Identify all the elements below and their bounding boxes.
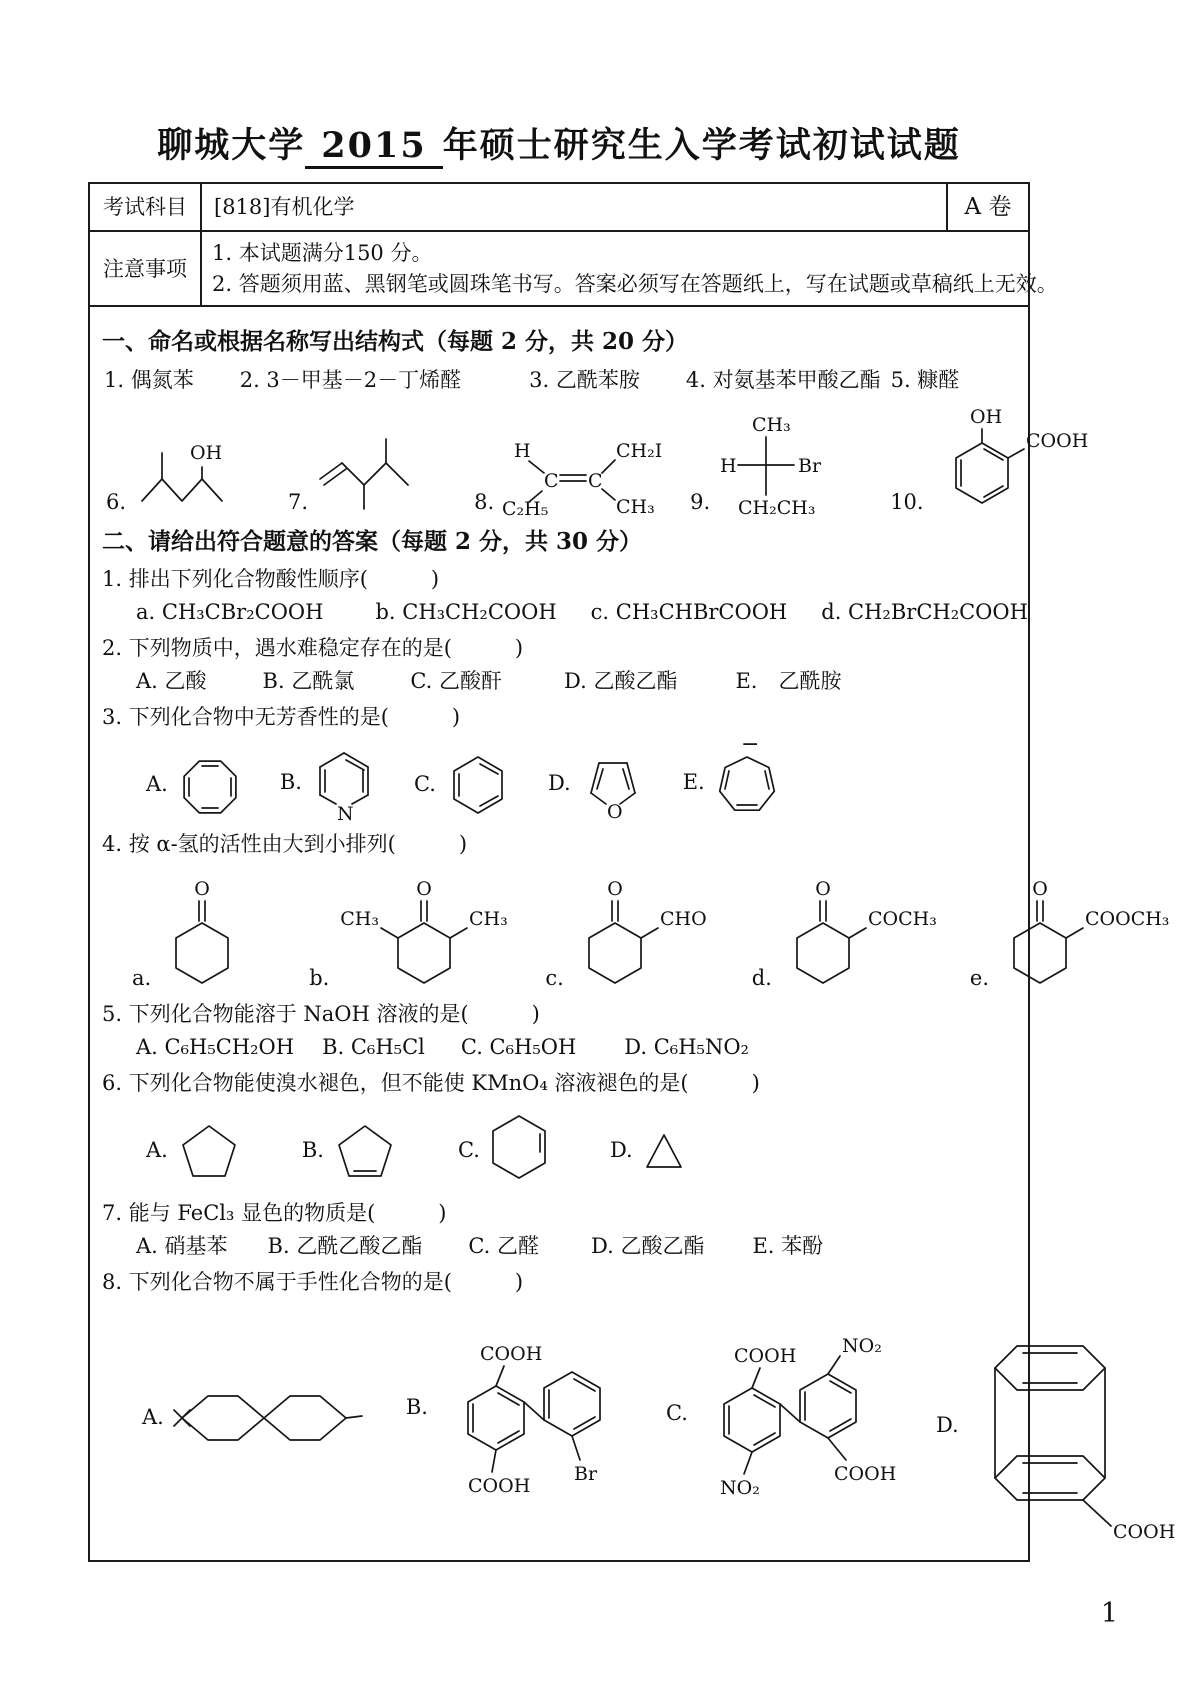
q1-option-d: d. CH₂BrCH₂COOH <box>821 599 1028 624</box>
q1-options <box>136 597 1028 627</box>
q4d-o-label: O <box>815 878 831 901</box>
q3-label-e: E. <box>682 770 705 795</box>
q3-label-b: B. <box>279 770 302 795</box>
q1-option-c: c. CH₃CHBrCOOH <box>590 599 788 624</box>
title-prefix: 聊城大学 <box>157 125 306 166</box>
q5-option-c: C. C₆H₅OH <box>460 1034 577 1059</box>
q5-stem: 5. 下列化合物能溶于 NaOH 溶液的是( ) <box>102 1002 540 1027</box>
q4-label-c: c. <box>545 965 564 990</box>
subject-value: [818]有机化学 <box>214 195 355 219</box>
q4-stem: 4. 按 α-氢的活性由大到小排列( ) <box>102 831 468 856</box>
q4e-o-label: O <box>1032 878 1048 901</box>
q6-label-c: C. <box>457 1138 480 1163</box>
q8-structures-row <box>142 1308 1175 1544</box>
cyclopropane-ring <box>639 1127 689 1173</box>
q3-label-d: D. <box>547 771 571 796</box>
q6-label-b: B. <box>301 1138 324 1163</box>
q3-structure-E <box>682 731 783 823</box>
q2-options <box>136 666 1014 696</box>
structure9-number: 9. <box>690 489 711 514</box>
naming-item-1: 1. 偶氮苯 <box>104 367 194 392</box>
q7-option-e: E. 苯酚 <box>752 1233 824 1258</box>
structure6-number: 6. <box>106 489 127 514</box>
cyclohexanone <box>157 871 249 993</box>
structure8-h-label: H <box>514 440 531 463</box>
structure9-h-label: H <box>720 455 737 478</box>
q4-structure-e <box>970 871 1175 993</box>
q5-option-d: D. C₆H₅NO₂ <box>624 1034 749 1059</box>
cyclohexene-ring <box>486 1108 552 1192</box>
furan-o-label: O <box>606 800 623 823</box>
notes-row <box>90 232 1058 307</box>
formylcyclohexanone <box>570 871 718 993</box>
furan-ring <box>577 745 649 823</box>
q4-label-b: b. <box>309 965 330 990</box>
page-title <box>88 118 1030 168</box>
notes-label: 注意事项 <box>90 232 202 305</box>
q8c-cooh-bottom-label: COOH <box>833 1462 897 1485</box>
q4a-o-label: O <box>194 878 210 901</box>
q2-stem: 2. 下列物质中，遇水难稳定存在的是( ) <box>102 636 524 661</box>
title-suffix: 年硕士研究生入学考试初试试题 <box>442 125 961 166</box>
q4-structure-c <box>545 871 717 993</box>
q4b-ch3-right-label: CH₃ <box>469 908 509 931</box>
dinitro-biphenyl-dicarboxylic <box>694 1308 906 1520</box>
q2-option-b: B. 乙酰氯 <box>262 668 355 693</box>
cyclooctatetraene-ring <box>174 747 246 823</box>
q4c-cho-label: CHO <box>659 908 707 931</box>
structure-7-pentene-skeletal <box>316 431 416 517</box>
paper-version-badge: A 卷 <box>946 184 1028 230</box>
q5-option-a: A. C₆H₅CH₂OH <box>136 1034 295 1059</box>
pyridine-n-label: N <box>336 802 354 825</box>
q2-option-e: E. 乙酰胺 <box>735 668 842 693</box>
structure10-number: 10. <box>890 489 924 514</box>
q1-stem: 1. 排出下列化合物酸性顺序( ) <box>102 567 440 592</box>
naming-item-2: 2. 3－甲基－2－丁烯醛 <box>239 367 462 392</box>
q3-structure-A <box>146 747 246 823</box>
structure-6-pentanol-skeletal <box>134 439 240 517</box>
structure8-c2h5-label: C₂H₅ <box>502 498 549 521</box>
structure6-oh-label: OH <box>190 442 223 465</box>
page-number: 1 <box>1100 1598 1118 1629</box>
structure8-ch2i-label: CH₂I <box>616 440 663 463</box>
dimethylspiroundecane <box>170 1368 366 1468</box>
q7-option-c: C. 乙醛 <box>468 1233 539 1258</box>
q8-structure-D <box>936 1308 1175 1544</box>
section2-heading: 二、请给出符合题意的答案（每题 2 分，共 30 分） <box>102 528 643 556</box>
q5-options <box>136 1032 1014 1062</box>
q8-label-b: B. <box>405 1395 428 1420</box>
structure8-c-left: C <box>544 470 559 493</box>
q7-option-b: B. 乙酰乙酸乙酯 <box>267 1233 423 1258</box>
structure7-number: 7. <box>288 489 309 514</box>
q3-structure-C <box>414 747 514 823</box>
q8-structure-C <box>666 1308 906 1520</box>
biphenyl-dicarboxylic-bromo <box>434 1308 642 1508</box>
section1-heading: 一、命名或根据名称写出结构式（每题 2 分，共 20 分） <box>102 328 689 356</box>
q4-structures-row <box>132 871 1170 993</box>
q4b-o-label: O <box>416 878 433 901</box>
q6-structure-D <box>610 1127 689 1173</box>
q8-label-c: C. <box>665 1401 688 1426</box>
structure10-oh-label: OH <box>969 406 1002 429</box>
q5-option-b: B. C₆H₅Cl <box>322 1034 425 1059</box>
q4d-coch3-label: COCH₃ <box>867 908 937 931</box>
carbomethoxycyclohexanone <box>995 871 1175 993</box>
paracyclophane-carboxylic <box>965 1308 1175 1544</box>
naming-item-5: 5. 糠醛 <box>890 367 960 392</box>
structure-9-bromobutane-projection <box>718 414 830 520</box>
q8c-cooh-top-label: COOH <box>733 1344 797 1367</box>
q2-option-a: A. 乙酸 <box>136 668 207 693</box>
q8d-cooh-label: COOH <box>1112 1520 1175 1543</box>
subject-row <box>90 184 1028 232</box>
q7-option-a: A. 硝基苯 <box>136 1233 228 1258</box>
q3-stem: 3. 下列化合物中无芳香性的是( ) <box>102 705 461 730</box>
q7-stem: 7. 能与 FeCl₃ 显色的物质是( ) <box>102 1201 447 1226</box>
structure8-number: 8. <box>474 489 495 514</box>
anion-minus-sign: − <box>740 731 760 757</box>
naming-item-3: 3. 乙酰苯胺 <box>529 367 640 392</box>
structure9-ch3-label: CH₃ <box>752 414 791 437</box>
q3-structure-B <box>280 743 380 823</box>
q4-structure-b <box>309 871 519 993</box>
naming-item-4: 4. 对氨基苯甲酸乙酯 <box>685 367 881 392</box>
section1-structures-row <box>106 406 1088 521</box>
pyridine-ring <box>308 743 380 823</box>
cycloheptatrienyl-anion-ring <box>711 731 783 823</box>
structure-8-alkene-EZ <box>502 429 663 521</box>
q6-structure-B <box>302 1116 400 1184</box>
q8-stem: 8. 下列化合物不属于手性化合物的是( ) <box>102 1270 524 1295</box>
q4-label-e: e. <box>969 965 989 990</box>
q3-label-a: A. <box>146 772 168 797</box>
q4-label-d: d. <box>751 965 772 990</box>
cyclopentane-ring <box>174 1116 244 1184</box>
section1-naming-items <box>104 365 1014 395</box>
exam-sheet-frame <box>88 182 1175 1562</box>
q8-structure-B <box>406 1308 642 1508</box>
q8-label-d: D. <box>935 1413 959 1438</box>
q1-option-b: b. CH₃CH₂COOH <box>375 599 557 624</box>
q4b-ch3-left-label: CH₃ <box>340 908 380 931</box>
q7-options <box>136 1231 1014 1261</box>
q3-label-c: C. <box>413 772 436 797</box>
q8c-no2-bottom-label: NO₂ <box>719 1476 760 1499</box>
q6-structure-A <box>146 1116 244 1184</box>
q7-option-d: D. 乙酸乙酯 <box>591 1233 705 1258</box>
cyclopentene-ring <box>330 1116 400 1184</box>
title-year-underlined: 2015 <box>305 125 442 169</box>
q4-label-a: a. <box>132 965 152 990</box>
q6-stem: 6. 下列化合物能使溴水褪色，但不能使 KMnO₄ 溶液褪色的是( ) <box>102 1070 760 1095</box>
structure-10-salicylic-acid <box>932 406 1088 517</box>
q6-label-d: D. <box>609 1138 633 1163</box>
q6-label-a: A. <box>146 1138 168 1163</box>
q4c-o-label: O <box>606 878 623 901</box>
structure9-br-label: Br <box>798 455 822 478</box>
q4e-cooch3-label: COOCH₃ <box>1085 908 1170 931</box>
q2-option-c: C. 乙酸酐 <box>410 668 502 693</box>
benzene-ring <box>442 747 514 823</box>
q8c-no2-top-label: NO₂ <box>841 1334 882 1357</box>
question-body <box>90 307 1175 1559</box>
q8b-cooh-top-label: COOH <box>479 1342 543 1365</box>
note-line-1: 1. 本试题满分150 分。 <box>212 241 433 266</box>
structure8-ch3-label: CH₃ <box>616 496 655 519</box>
q4-structure-d <box>752 871 946 993</box>
q8-structure-A <box>142 1368 366 1468</box>
q4-structure-a <box>132 871 249 993</box>
notes-content <box>202 232 1068 305</box>
q8b-br-label: Br <box>573 1462 597 1485</box>
q3-structures-row <box>146 731 1014 825</box>
dimethylcyclohexanone <box>340 871 519 993</box>
q8-label-a: A. <box>142 1405 164 1430</box>
structure9-ch2ch3-label: CH₂CH₃ <box>738 497 816 520</box>
q6-structure-C <box>458 1108 552 1192</box>
q6-structures-row <box>146 1108 1014 1192</box>
q3-structure-D <box>548 745 649 823</box>
q1-option-a: a. CH₃CBr₂COOH <box>136 599 324 624</box>
q8b-cooh-bottom-label: COOH <box>467 1474 531 1497</box>
subject-label: 考试科目 <box>90 184 202 230</box>
acetylcyclohexanone <box>778 871 946 993</box>
note-line-2: 2. 答题须用蓝、黑钢笔或圆珠笔书写。答案必须写在答题纸上，写在试题或草稿纸上无效。 <box>212 271 1058 296</box>
structure8-c-right: C <box>588 470 603 493</box>
structure10-cooh-label: COOH <box>1025 430 1088 453</box>
q2-option-d: D. 乙酸乙酯 <box>564 668 678 693</box>
